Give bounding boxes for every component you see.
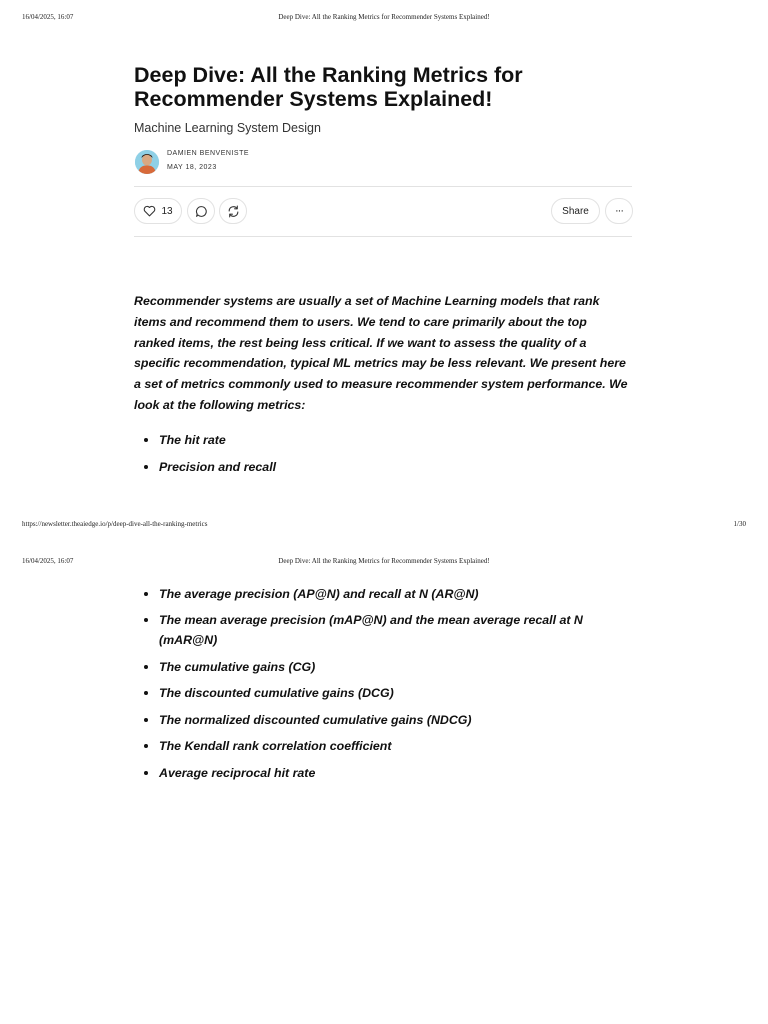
more-button[interactable] (605, 198, 633, 224)
list-item: The average precision (AP@N) and recall at N (AR@N) (134, 584, 634, 604)
metrics-list-page2 (134, 584, 634, 790)
page-footer-url[interactable]: https://newsletter.theaiedge.io/p/deep-dive-all-the-ranking-metrics (22, 520, 208, 528)
page2-header-datetime: 16/04/2025, 16:07 (22, 557, 74, 565)
list-item: The cumulative gains (CG) (134, 657, 634, 677)
comment-icon (195, 205, 208, 218)
author-avatar[interactable] (135, 150, 159, 174)
intro-paragraph: Recommender systems are usually a set of Machine Learning models that rank items and recommend them to users. We tend to care primarily about the top ranked items, the rest being less critical. If we want to assess the quality of a specific recommendation, typical ML metrics may be less relevant. We present here a set of metrics commonly used to measure recommender system performance. We look at the following metrics: (134, 294, 628, 412)
list-item: Average reciprocal hit rate (134, 763, 634, 783)
heart-icon (143, 205, 156, 217)
list-item: The discounted cumulative gains (DCG) (134, 683, 634, 703)
list-item: The mean average precision (mAP@N) and the mean average recall at N (mAR@N) (134, 610, 609, 650)
page-header-title: Deep Dive: All the Ranking Metrics for Recommender Systems Explained! (278, 13, 490, 21)
like-button[interactable] (134, 198, 182, 224)
divider-top (134, 186, 632, 187)
restack-button[interactable] (219, 198, 247, 224)
comment-button[interactable] (187, 198, 215, 224)
list-item: Precision and recall (134, 457, 634, 477)
article-title: Deep Dive: All the Ranking Metrics for Recommender Systems Explained! (134, 63, 523, 111)
restack-icon (227, 205, 240, 218)
author-name[interactable]: DAMIEN BENVENISTE (167, 150, 250, 157)
article-subtitle[interactable]: Machine Learning System Design (134, 121, 321, 135)
publish-date: MAY 18, 2023 (167, 164, 217, 171)
list-item: The Kendall rank correlation coefficient (134, 736, 634, 756)
list-item: The hit rate (134, 430, 634, 450)
page-footer-number: 1/30 (733, 520, 746, 528)
page2-header-title: Deep Dive: All the Ranking Metrics for Recommender Systems Explained! (278, 557, 490, 565)
divider-bottom (134, 236, 632, 237)
list-item: The normalized discounted cumulative gains (NDCG) (134, 710, 634, 730)
metrics-list-page1 (134, 430, 634, 483)
like-count: 13 (161, 205, 173, 217)
avatar-image (135, 150, 159, 174)
share-button[interactable] (551, 198, 600, 224)
more-icon: ··· (615, 205, 623, 217)
share-label: Share (562, 205, 589, 217)
page-header-datetime: 16/04/2025, 16:07 (22, 13, 74, 21)
